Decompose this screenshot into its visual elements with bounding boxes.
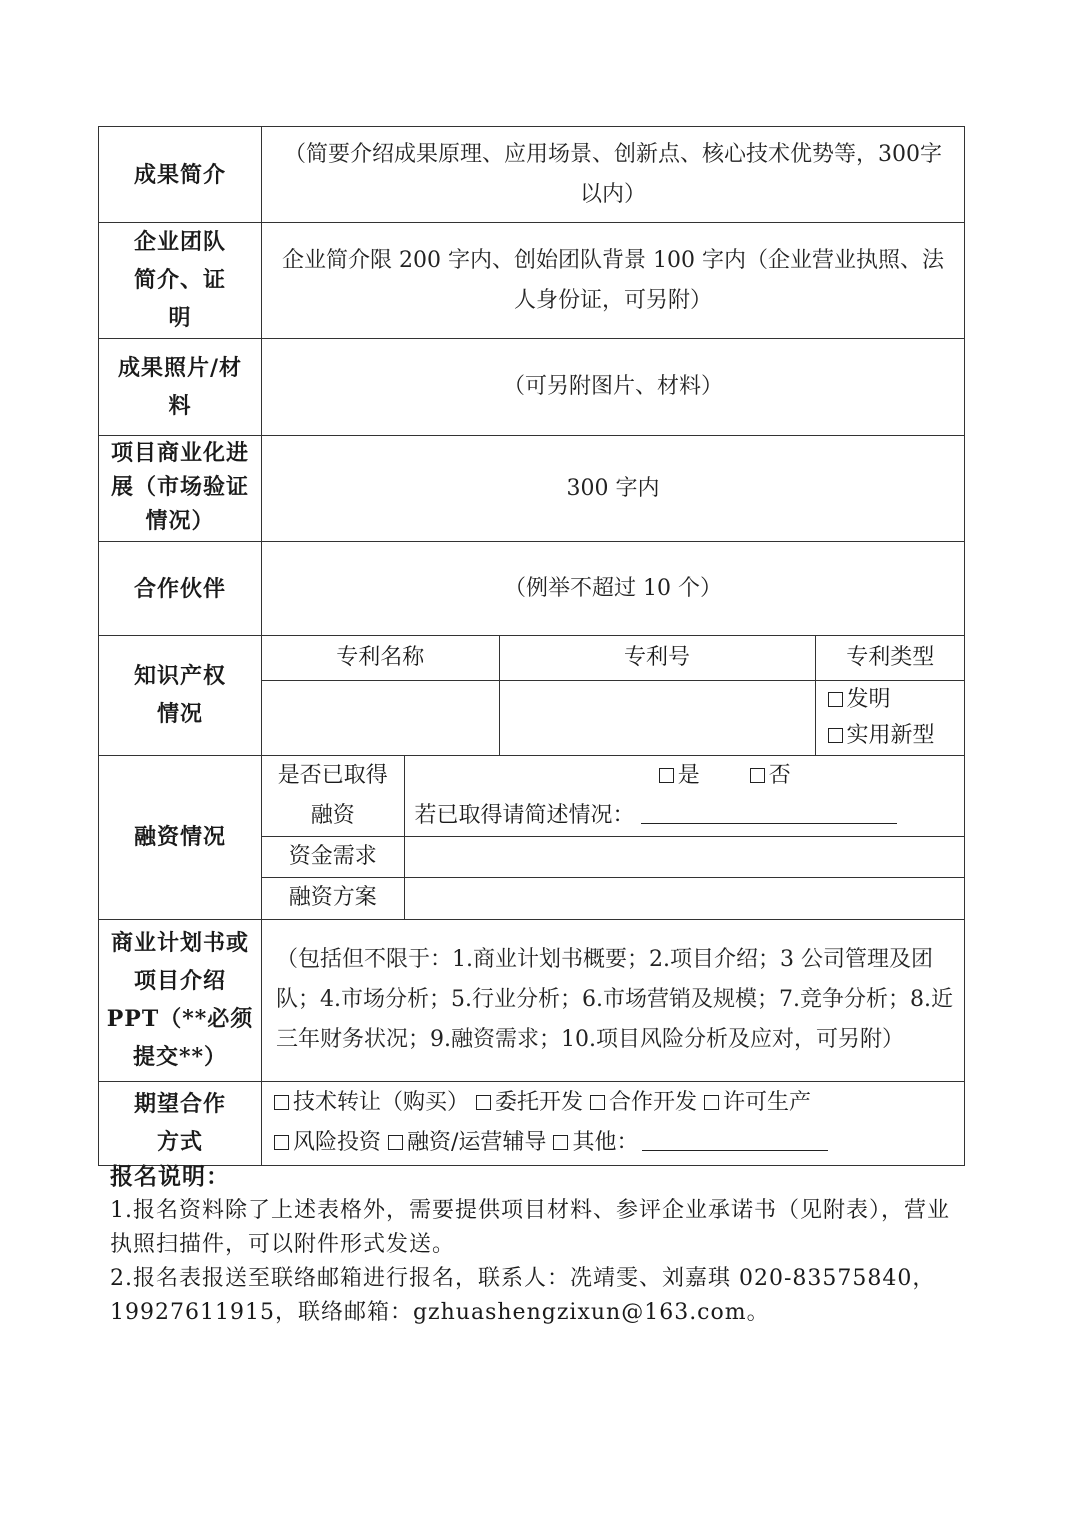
financing-no-option[interactable]: 否 (750, 763, 791, 788)
financing-describe-field[interactable] (641, 801, 897, 824)
ip-label: 知识产权情况 (133, 663, 226, 727)
financing-plan-label: 融资方案 (262, 878, 404, 919)
ip-inner-table (262, 636, 965, 755)
financing-obtained-label: 是否已取得融资 (277, 763, 388, 828)
financing-inner-table (262, 756, 965, 919)
checkbox-icon[interactable] (828, 692, 843, 707)
ip-type-utility-model[interactable]: 实用新型 (828, 718, 966, 754)
team-label: 企业团队简介、证明 (133, 229, 226, 331)
commercial-content-cell[interactable] (262, 436, 965, 542)
summary-label: 成果简介 (133, 161, 226, 188)
bp-hint: （包括但不限于：1.商业计划书概要；2.项目介绍；3 公司管理及团队；4.市场分析；5.行业分析；6.市场营销及规模；7.竞争分析；8.近三年财务状况；9.融资需求；10.项目风险分析及应对，可另附） (276, 947, 953, 1052)
summary-content-cell[interactable] (262, 127, 965, 223)
notes-item-1: 1.报名资料除了上述表格外，需要提供项目材料、参评企业承诺书（见附表），营业执照扫描件，可以附件形式发送。 (110, 1198, 950, 1257)
coop-options-line-1 (274, 1083, 964, 1123)
ip-name-field[interactable] (262, 680, 499, 755)
row-team (99, 223, 965, 339)
ip-header-number: 专利号 (499, 636, 815, 680)
row-summary (99, 127, 965, 223)
checkbox-icon[interactable] (590, 1095, 605, 1110)
partners-label: 合作伙伴 (133, 575, 226, 602)
checkbox-icon[interactable] (388, 1135, 403, 1150)
coop-options-line-2 (274, 1123, 964, 1163)
team-hint: 企业简介限 200 字内、创始团队背景 100 字内（企业营业执照、法人身份证，可另附） (282, 247, 944, 313)
photos-label: 成果照片/材料 (117, 354, 243, 419)
financing-demand-field[interactable] (404, 837, 965, 878)
coop-options-cell (262, 1081, 965, 1165)
registration-notes (110, 1160, 970, 1330)
ip-type-invention[interactable]: 发明 (828, 682, 966, 718)
coop-other-field[interactable] (642, 1128, 828, 1151)
checkbox-icon[interactable] (704, 1095, 719, 1110)
financing-obtained-options (404, 756, 965, 837)
coop-option-tech-transfer[interactable]: 技术转让（购买） (274, 1090, 469, 1115)
row-coop (99, 1081, 965, 1165)
partners-content-cell[interactable] (262, 542, 965, 636)
ip-header-type: 专利类型 (815, 636, 965, 680)
photos-label-cell (99, 339, 262, 436)
commercial-hint: 300 字内 (566, 475, 660, 501)
checkbox-icon[interactable] (553, 1135, 568, 1150)
checkbox-icon[interactable] (476, 1095, 491, 1110)
coop-option-commissioned-dev[interactable]: 委托开发 (476, 1090, 583, 1115)
coop-label-cell (99, 1081, 262, 1165)
coop-label: 期望合作方式 (133, 1090, 226, 1155)
commercial-label-cell (99, 436, 262, 542)
coop-option-other[interactable]: 其他： (553, 1130, 638, 1155)
summary-label-cell (99, 127, 262, 223)
checkbox-icon[interactable] (828, 728, 843, 743)
ip-number-field[interactable] (499, 680, 815, 755)
coop-option-financing-guidance[interactable]: 融资/运营辅导 (388, 1130, 546, 1155)
photos-hint: （可另附图片、材料） (502, 374, 723, 399)
bp-content-cell[interactable] (262, 919, 965, 1081)
team-content-cell[interactable] (262, 223, 965, 339)
ip-type-options (815, 680, 965, 755)
coop-option-joint-dev[interactable]: 合作开发 (590, 1090, 697, 1115)
checkbox-icon[interactable] (750, 768, 765, 783)
checkbox-icon[interactable] (659, 768, 674, 783)
partners-hint: （例举不超过 10 个） (504, 575, 722, 601)
notes-item-2: 2.报名表报送至联络邮箱进行报名，联系人：冼靖雯、刘嘉琪 020-83575840，19927611915，联络邮箱：gzhuashengzixun@163.com。 (110, 1266, 936, 1325)
row-financing (99, 756, 965, 920)
ip-content-cell (262, 636, 965, 756)
row-bp (99, 919, 965, 1081)
commercial-label: 项目商业化进展（市场验证情况） (110, 440, 249, 534)
checkbox-icon[interactable] (274, 1095, 289, 1110)
row-ip (99, 636, 965, 756)
summary-hint: （简要介绍成果原理、应用场景、创新点、核心技术优势等，300字以内） (284, 141, 942, 207)
coop-option-venture-investment[interactable]: 风险投资 (274, 1130, 381, 1155)
bp-label: 商业计划书或项目介绍 PPT（**必须提交**） (106, 929, 254, 1070)
ip-label-cell (99, 636, 262, 756)
financing-label-cell (99, 756, 262, 920)
team-label-cell (99, 223, 262, 339)
photos-content-cell[interactable] (262, 339, 965, 436)
financing-demand-label: 资金需求 (262, 837, 404, 878)
bp-label-cell (99, 919, 262, 1081)
financing-describe-label: 若已取得请简述情况： (414, 803, 635, 828)
financing-label: 融资情况 (133, 824, 226, 851)
financing-content-cell (262, 756, 965, 920)
checkbox-icon[interactable] (274, 1135, 289, 1150)
row-photos (99, 339, 965, 436)
coop-option-licensed-production[interactable]: 许可生产 (704, 1090, 811, 1115)
partners-label-cell (99, 542, 262, 636)
application-form-table (98, 126, 965, 1166)
notes-title: 报名说明： (110, 1163, 230, 1190)
ip-header-name: 专利名称 (262, 636, 499, 680)
financing-plan-field[interactable] (404, 878, 965, 919)
financing-obtained-label-cell (262, 756, 404, 837)
financing-yes-option[interactable]: 是 (659, 763, 700, 788)
row-partners (99, 542, 965, 636)
row-commercial (99, 436, 965, 542)
